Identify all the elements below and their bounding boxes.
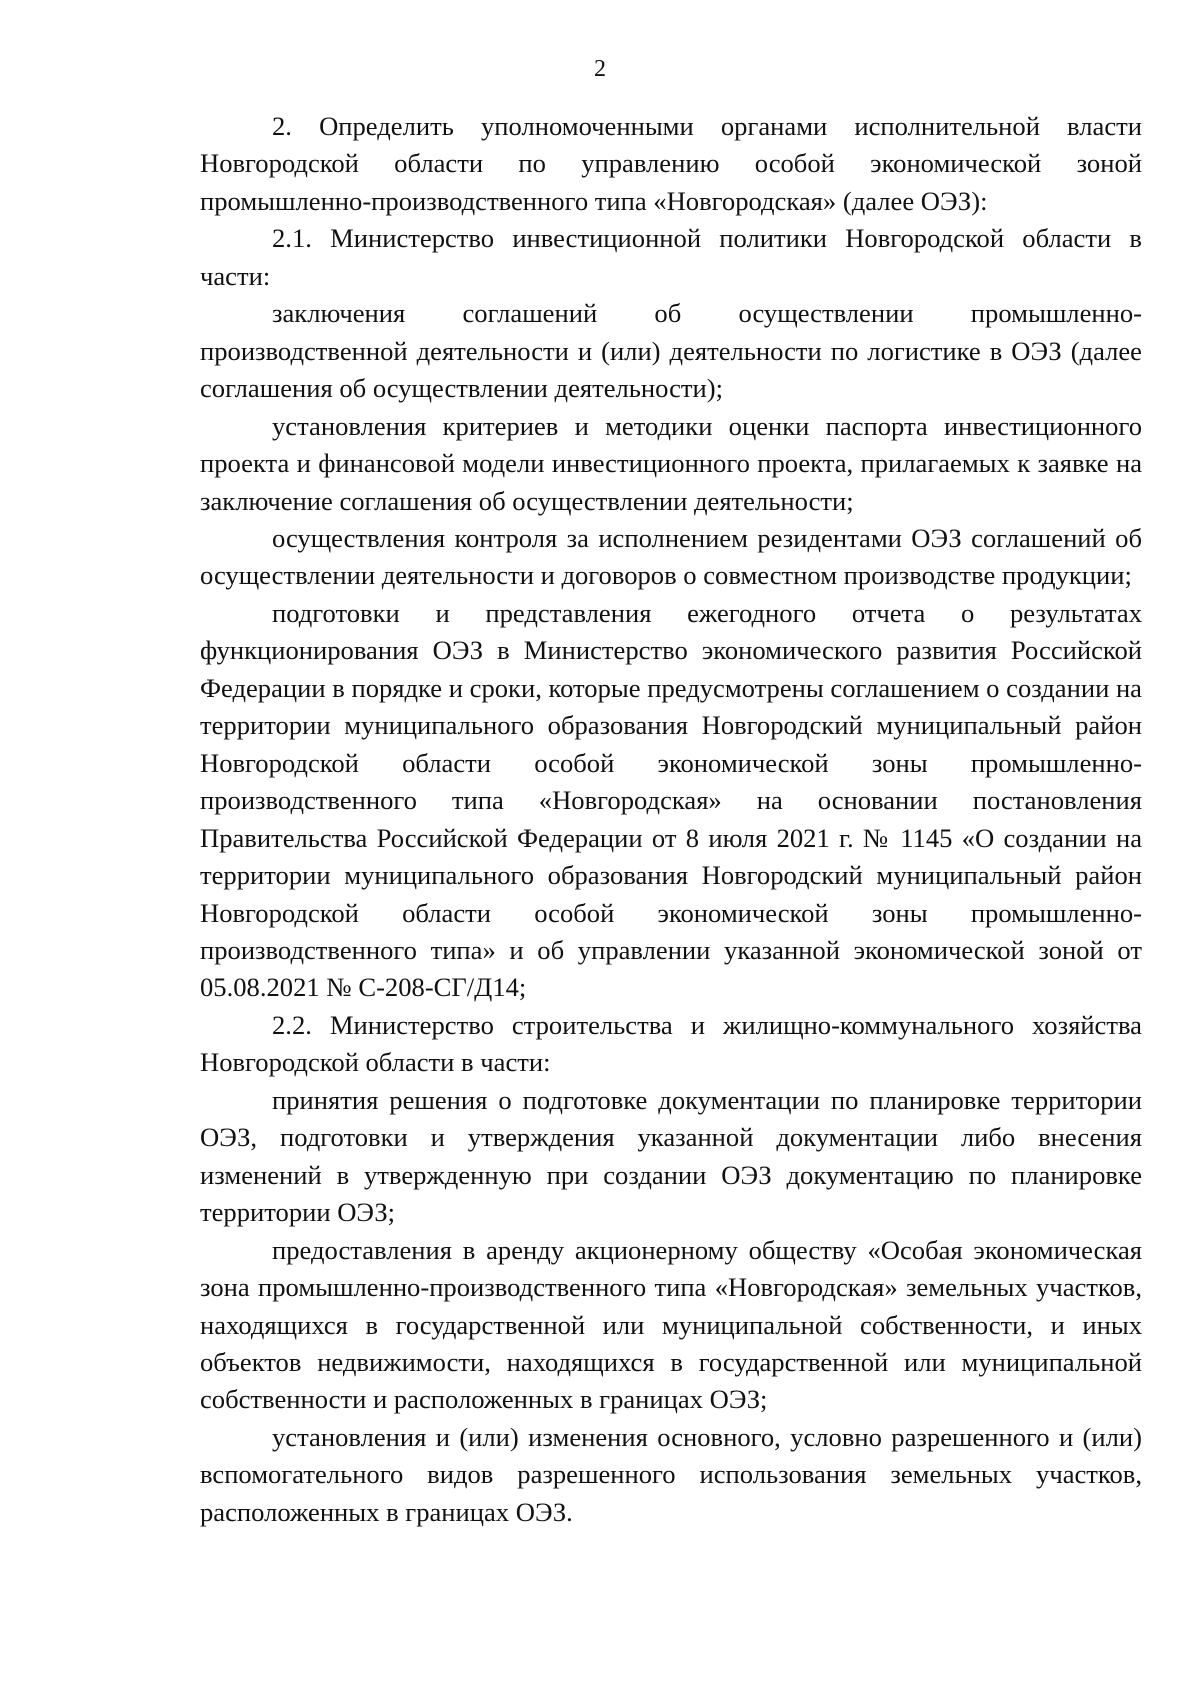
paragraph-agreements: заключения соглашений об осуществлении промышленно-производственной деятельности и (или) деятельности по логистике в ОЭЗ (далее соглашения об осуществлении деятельности);	[200, 298, 1142, 404]
paragraph-control: осуществления контроля за исполнением резидентами ОЭЗ соглашений об осуществлении деятельности и договоров о совместном производстве продукции;	[200, 522, 1142, 591]
paragraph-land-use: установления и (или) изменения основного, условно разрешенного и (или) вспомогательного видов разрешенного использования земельных участков, расположенных в границах ОЭЗ.	[200, 1421, 1142, 1527]
paragraph-planning: принятия решения о подготовке документации по планировке территории ОЭЗ, подготовки и утверждения указанной документации либо внесения изменений в утвержденную при создании ОЭЗ документацию по планировке территории ОЭЗ;	[200, 1084, 1142, 1228]
paragraph-item-2: 2. Определить уполномоченными органами исполнительной власти Новгородской области по управлению особой экономической зоной промышленно-производственного типа «Новгородская» (далее ОЭЗ):	[200, 111, 1142, 216]
paragraph-lease: предоставления в аренду акционерному обществу «Особая экономическая зона промышленно-производственного типа «Новгородская» земельных участков, находящихся в государственной или муниципальной собственности, и иных объектов недвижимости, находящихся в государственной или муниципальной собственности и расположенных в границах ОЭЗ;	[200, 1234, 1142, 1415]
page-number: 2	[594, 56, 606, 82]
paragraph-item-2-1: 2.1. Министерство инвестиционной политики Новгородской области в части:	[200, 223, 1142, 291]
paragraph-criteria: установления критериев и методики оценки паспорта инвестиционного проекта и финансовой модели инвестиционного проекта, прилагаемых к заявке на заключение соглашения об осуществлении деятельности;	[200, 410, 1142, 516]
document-body	[200, 108, 1142, 1531]
paragraph-item-2-2: 2.2. Министерство строительства и жилищно-коммунального хозяйства Новгородской области в части:	[200, 1009, 1142, 1078]
paragraph-annual-report: подготовки и представления ежегодного отчета о результатах функционирования ОЭЗ в Министерство экономического развития Российской Федерации в порядке и сроки, которые предусмотрены соглашением о создании на территории муниципального образования Новгородский муниципальный район Новгородской области особой экономической зоны промышленно-производственного типа «Новгородская» на основании постановления Правительства Российской Федерации от 8 июля 2021 г. № 1145 «О создании на территории муниципального образования Новгородский муниципальный район Новгородской области особой экономической зоны промышленно-производственного типа» и об управлении указанной экономической зоной от 05.08.2021 № С-208-СГ/Д14;	[200, 597, 1142, 1003]
